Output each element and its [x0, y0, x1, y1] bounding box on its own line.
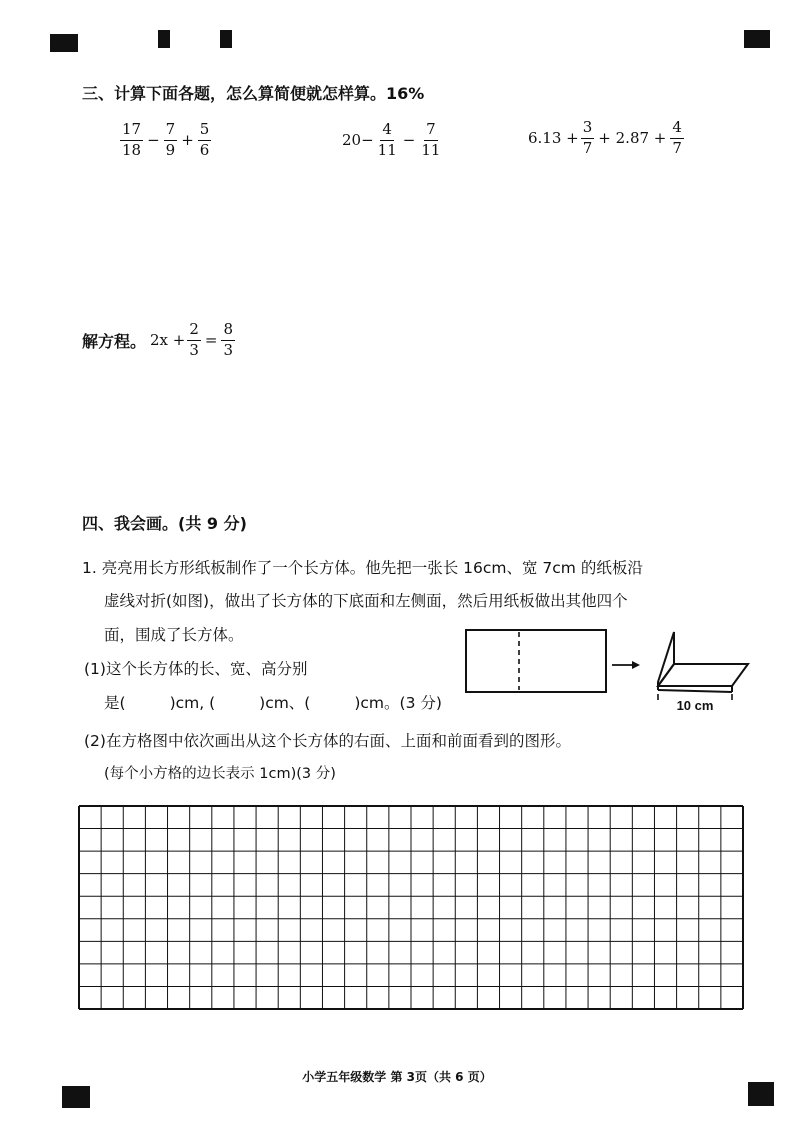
fraction: $\frac{7}{9}$ — [165, 120, 176, 159]
fraction: $\frac{4}{7}$ — [672, 118, 682, 157]
equation-label: 解方程。 — [82, 331, 147, 351]
folded-board — [658, 632, 748, 692]
registration-mark-top-left — [50, 34, 78, 52]
question1-line3: 面，围成了长方体。 — [104, 626, 244, 644]
subquestion2-line2: (每个小方格的边长表示 1cm)(3 分) — [104, 766, 336, 782]
registration-mark-top-right — [744, 30, 770, 48]
expression-2: 20− $\frac{4}{11}$ − $\frac{7}{11}$ — [342, 120, 441, 159]
expression-1: $\frac{17}{18}$ − $\frac{7}{9}$ + $\frac{5}{6}$ — [122, 120, 210, 159]
fraction: $\frac{8}{3}$ — [223, 320, 234, 359]
equation: 解方程。 2x + $\frac{2}{3}$ = $\frac{8}{3}$ — [82, 320, 234, 359]
subquestion1-blanks: 是( )cm, ( )cm、( )cm。(3 分) — [104, 694, 442, 712]
section3-heading: 三、计算下面各题，怎么算简便就怎样算。16% — [82, 84, 425, 103]
fraction: $\frac{4}{11}$ — [377, 120, 397, 159]
section4-heading: 四、我会画。(共 9 分) — [82, 514, 247, 533]
expression-3: 6.13 + $\frac{3}{7}$ + 2.87 + $\frac{4}{7}$ — [528, 118, 682, 157]
fraction: $\frac{5}{6}$ — [199, 120, 210, 159]
subquestion2-line1: (2)在方格图中依次画出从这个长方体的右面、上面和前面看到的图形。 — [84, 732, 571, 750]
fraction: $\frac{17}{18}$ — [122, 120, 142, 159]
registration-mark-top-3 — [220, 30, 232, 48]
fraction: $\frac{2}{3}$ — [189, 320, 199, 359]
page-footer: 小学五年级数学 第 3页（共 6 页） — [302, 1070, 492, 1084]
flat-board — [466, 630, 606, 692]
drawing-grid[interactable] — [78, 805, 744, 1010]
fold-figure — [462, 620, 762, 716]
registration-mark-bottom-right — [748, 1082, 774, 1106]
figure-label: 10 cm — [676, 698, 714, 713]
registration-mark-bottom-left — [62, 1086, 90, 1108]
question1-line2: 虚线对折(如图)，做出了长方体的下底面和左侧面，然后用纸板做出其他四个 — [104, 592, 628, 610]
registration-mark-top-2 — [158, 30, 170, 48]
arrow-head — [632, 661, 640, 669]
subquestion1-line1: (1)这个长方体的长、宽、高分别 — [84, 660, 308, 678]
question1-line1: 1. 亮亮用长方形纸板制作了一个长方体。他先把一张长 16cm、宽 7cm 的纸板沿 — [82, 559, 643, 577]
fraction: $\frac{3}{7}$ — [582, 118, 593, 157]
fraction: $\frac{7}{11}$ — [421, 120, 441, 159]
